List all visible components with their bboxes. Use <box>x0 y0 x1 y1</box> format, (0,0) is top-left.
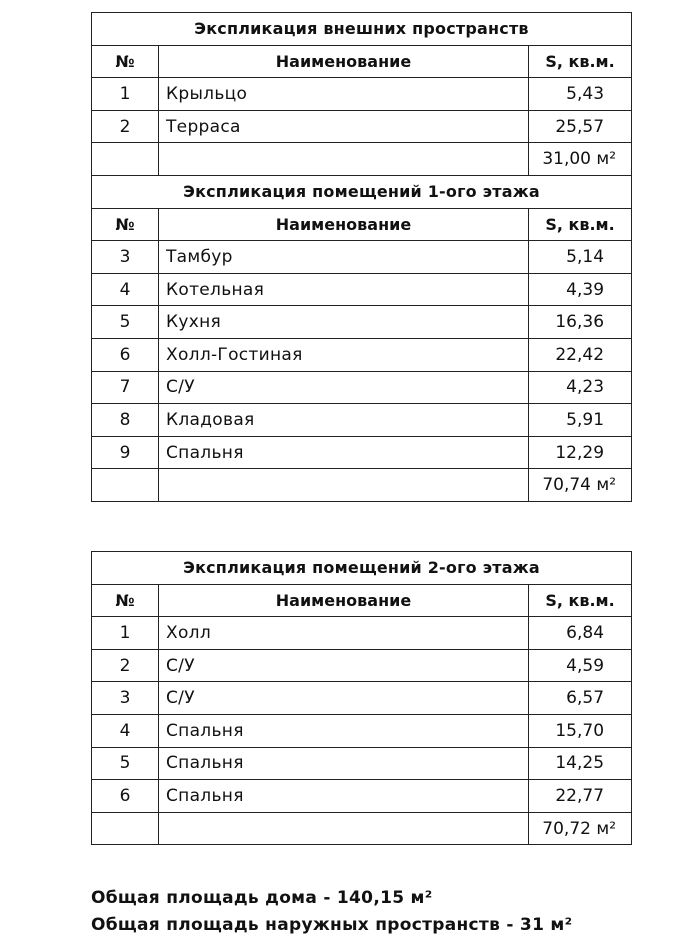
table-row <box>92 617 632 650</box>
table-row <box>92 682 632 715</box>
row-name: Котельная <box>159 273 529 306</box>
header-name: Наименование <box>159 584 529 617</box>
section-title-floor2: Экспликация помещений 2-ого этажа <box>92 552 632 585</box>
row-num: 8 <box>92 404 159 437</box>
header-name: Наименование <box>159 45 529 78</box>
table-row <box>92 306 632 339</box>
section-title-outdoor: Экспликация внешних пространств <box>92 13 632 46</box>
row-num: 3 <box>92 682 159 715</box>
table-row <box>92 241 632 274</box>
row-num: 3 <box>92 241 159 274</box>
empty-cell <box>92 143 159 176</box>
table-row <box>92 747 632 780</box>
row-area: 25,57 <box>529 110 632 143</box>
summary-outdoor-area: Общая площадь наружных пространств - 31 м² <box>91 915 573 935</box>
row-name: С/У <box>159 371 529 404</box>
row-num: 4 <box>92 714 159 747</box>
row-num: 1 <box>92 617 159 650</box>
table-row <box>92 714 632 747</box>
table-row <box>92 649 632 682</box>
row-area: 15,70 <box>529 714 632 747</box>
row-num: 6 <box>92 780 159 813</box>
row-area: 4,23 <box>529 371 632 404</box>
total-row <box>92 469 632 502</box>
row-area: 16,36 <box>529 306 632 339</box>
row-area: 6,84 <box>529 617 632 650</box>
row-num: 2 <box>92 649 159 682</box>
row-name: Крыльцо <box>159 78 529 111</box>
header-num: № <box>92 208 159 241</box>
section-title-row <box>92 13 632 46</box>
table-row <box>92 780 632 813</box>
row-num: 6 <box>92 338 159 371</box>
row-name: Терраса <box>159 110 529 143</box>
summary-house-area: Общая площадь дома - 140,15 м² <box>91 888 433 908</box>
header-area: S, кв.м. <box>529 584 632 617</box>
table-row <box>92 110 632 143</box>
row-num: 7 <box>92 371 159 404</box>
row-area: 5,91 <box>529 404 632 437</box>
table-row <box>92 338 632 371</box>
row-name: Кладовая <box>159 404 529 437</box>
section-title-row <box>92 175 632 208</box>
table-row <box>92 371 632 404</box>
section-title-row <box>92 552 632 585</box>
row-num: 1 <box>92 78 159 111</box>
header-num: № <box>92 584 159 617</box>
column-header-row <box>92 584 632 617</box>
table-row <box>92 273 632 306</box>
row-area: 14,25 <box>529 747 632 780</box>
row-area: 6,57 <box>529 682 632 715</box>
row-area: 22,42 <box>529 338 632 371</box>
empty-cell <box>159 143 529 176</box>
row-num: 5 <box>92 747 159 780</box>
header-area: S, кв.м. <box>529 208 632 241</box>
row-area: 4,39 <box>529 273 632 306</box>
row-name: Тамбур <box>159 241 529 274</box>
section-total-floor2: 70,72 м² <box>529 812 632 845</box>
table-row <box>92 436 632 469</box>
empty-cell <box>159 812 529 845</box>
row-name: С/У <box>159 649 529 682</box>
header-name: Наименование <box>159 208 529 241</box>
row-num: 9 <box>92 436 159 469</box>
row-area: 5,43 <box>529 78 632 111</box>
section-title-floor1: Экспликация помещений 1-ого этажа <box>92 175 632 208</box>
row-num: 4 <box>92 273 159 306</box>
empty-cell <box>92 469 159 502</box>
explication-table-2 <box>91 551 632 845</box>
row-num: 5 <box>92 306 159 339</box>
row-name: Холл <box>159 617 529 650</box>
column-header-row <box>92 45 632 78</box>
header-num: № <box>92 45 159 78</box>
row-name: Кухня <box>159 306 529 339</box>
section-total-outdoor: 31,00 м² <box>529 143 632 176</box>
explication-table-1 <box>91 12 632 502</box>
row-area: 5,14 <box>529 241 632 274</box>
column-header-row <box>92 208 632 241</box>
row-name: Спальня <box>159 714 529 747</box>
row-name: Спальня <box>159 780 529 813</box>
row-name: С/У <box>159 682 529 715</box>
row-num: 2 <box>92 110 159 143</box>
empty-cell <box>92 812 159 845</box>
row-area: 4,59 <box>529 649 632 682</box>
total-row <box>92 812 632 845</box>
row-area: 12,29 <box>529 436 632 469</box>
section-total-floor1: 70,74 м² <box>529 469 632 502</box>
table-row <box>92 404 632 437</box>
empty-cell <box>159 469 529 502</box>
row-name: Спальня <box>159 747 529 780</box>
row-name: Холл-Гостиная <box>159 338 529 371</box>
header-area: S, кв.м. <box>529 45 632 78</box>
table-row <box>92 78 632 111</box>
row-name: Спальня <box>159 436 529 469</box>
row-area: 22,77 <box>529 780 632 813</box>
total-row <box>92 143 632 176</box>
